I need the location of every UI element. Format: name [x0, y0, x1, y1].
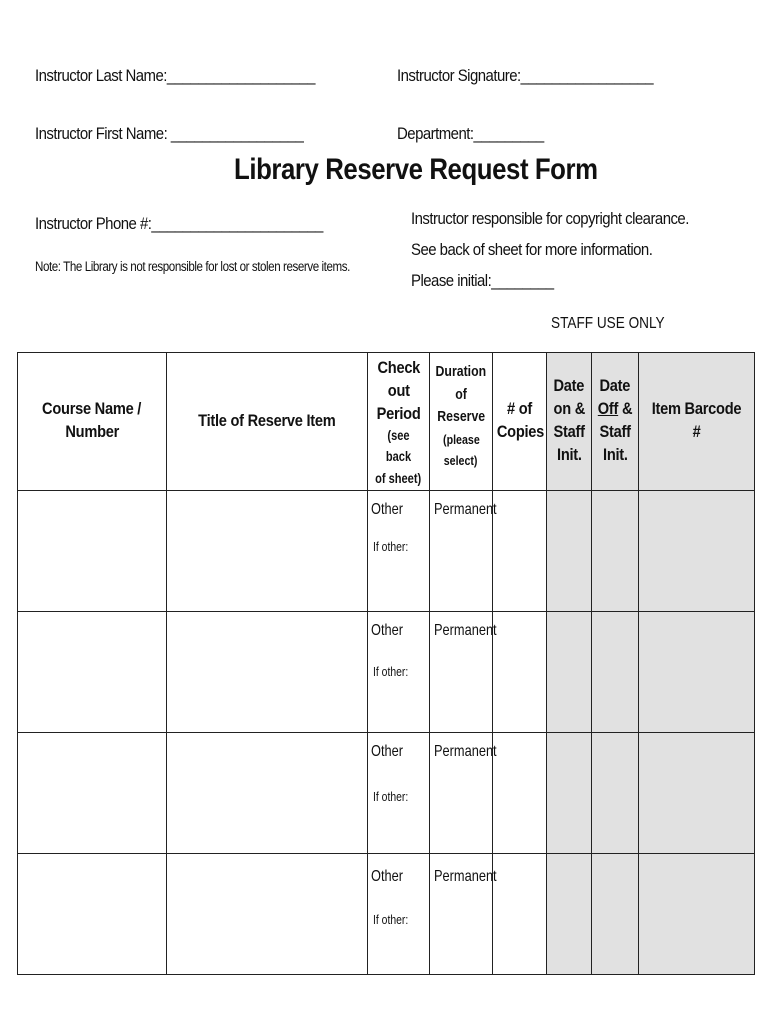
col-course-header — [18, 353, 167, 491]
col-checkout-header — [368, 353, 430, 491]
col-duration-header — [430, 353, 493, 491]
date-on-cell — [547, 732, 592, 853]
checkout-cell[interactable] — [368, 490, 430, 611]
duration-select[interactable]: Permanent — [434, 742, 497, 760]
duration-cell[interactable] — [430, 853, 497, 974]
date-off-cell — [592, 732, 639, 853]
col-copies-line1: # of — [507, 399, 532, 419]
col-date-on-line2: on & — [553, 399, 585, 419]
duration-cell[interactable] — [430, 732, 497, 853]
col-course-line2: Number — [65, 422, 119, 442]
col-copies-line2: Copies — [496, 422, 545, 442]
title-cell[interactable] — [167, 853, 368, 974]
duration-cell[interactable] — [430, 611, 497, 732]
table-row — [18, 490, 755, 611]
col-barcode-label: Item Barcode # — [651, 399, 742, 442]
checkout-other-option[interactable]: Other — [371, 500, 404, 518]
col-date-on-line4: Init. — [556, 445, 582, 465]
col-date-off-line3: Staff — [599, 422, 631, 442]
course-cell[interactable] — [18, 732, 167, 853]
table-row — [18, 853, 755, 974]
instructor-signature-field[interactable]: Instructor Signature:_________________ — [397, 66, 654, 85]
col-checkout-line2: out — [387, 380, 410, 400]
col-checkout-line3: Period — [376, 403, 421, 423]
course-cell[interactable] — [18, 853, 167, 974]
col-duration-line4: (please — [442, 431, 480, 447]
copies-cell[interactable] — [493, 853, 547, 974]
form-title: Library Reserve Request Form — [234, 153, 598, 186]
col-date-off-amp: & — [618, 399, 633, 419]
table-row — [18, 732, 755, 853]
duration-select[interactable]: Permanent — [434, 500, 497, 518]
barcode-cell — [639, 490, 755, 611]
title-cell[interactable] — [167, 732, 368, 853]
checkout-other-option[interactable]: Other — [371, 867, 404, 885]
date-on-cell — [547, 611, 592, 732]
checkout-other-option[interactable]: Other — [371, 742, 404, 760]
col-date-on-line1: Date — [553, 376, 585, 396]
staff-use-label: STAFF USE ONLY — [551, 315, 665, 332]
date-off-cell — [592, 611, 639, 732]
col-duration-line2: of — [455, 385, 467, 403]
barcode-cell — [639, 611, 755, 732]
instructor-phone-field[interactable]: Instructor Phone #:______________________ — [35, 214, 323, 233]
checkout-cell[interactable] — [368, 611, 430, 732]
reserve-request-table — [17, 352, 755, 975]
col-date-off-line4: Init. — [602, 445, 628, 465]
duration-select[interactable]: Permanent — [434, 621, 497, 639]
course-cell[interactable] — [18, 490, 167, 611]
initial-field[interactable]: Please initial:________ — [411, 271, 554, 290]
copies-cell[interactable] — [493, 490, 547, 611]
col-date-off-line1: Date — [599, 376, 631, 396]
col-duration-line5: select) — [444, 453, 478, 469]
col-date-off-header — [592, 353, 639, 491]
date-on-cell — [547, 490, 592, 611]
copyright-notice-line2: See back of sheet for more information. — [411, 240, 653, 259]
table-header-row — [18, 353, 755, 491]
copies-cell[interactable] — [493, 732, 547, 853]
duration-cell[interactable] — [430, 490, 497, 611]
if-other-label: If other: — [373, 788, 409, 804]
col-barcode-header — [639, 353, 755, 491]
date-off-cell — [592, 490, 639, 611]
checkout-cell[interactable] — [368, 853, 430, 974]
col-checkout-line4: (see back — [385, 427, 412, 464]
col-copies-header — [493, 353, 547, 491]
col-date-off-line2: Off — [597, 399, 619, 419]
liability-note: Note: The Library is not responsible for lost or stolen reserve items. — [35, 259, 350, 274]
date-on-cell — [547, 853, 592, 974]
col-checkout-line1: Check — [377, 358, 420, 377]
department-field[interactable]: Department:_________ — [397, 124, 544, 143]
checkout-other-option[interactable]: Other — [371, 621, 404, 639]
if-other-label: If other: — [373, 663, 409, 679]
col-date-on-header — [547, 353, 592, 491]
col-duration-line1: Duration — [435, 363, 487, 380]
table-row — [18, 611, 755, 732]
barcode-cell — [639, 853, 755, 974]
if-other-label: If other: — [373, 911, 409, 927]
col-title-header — [167, 353, 368, 491]
title-cell[interactable] — [167, 611, 368, 732]
col-course-line1: Course Name / — [42, 399, 142, 419]
copyright-notice-line1: Instructor responsible for copyright clearance. — [411, 209, 689, 228]
copies-cell[interactable] — [493, 611, 547, 732]
instructor-first-name-field[interactable]: Instructor First Name: _________________ — [35, 124, 304, 143]
col-duration-line3: Reserve — [437, 408, 485, 425]
col-checkout-line5: of sheet) — [375, 470, 422, 486]
instructor-last-name-field[interactable]: Instructor Last Name:___________________ — [35, 66, 315, 85]
col-date-on-line3: Staff — [553, 422, 585, 442]
date-off-cell — [592, 853, 639, 974]
col-title-label: Title of Reserve Item — [198, 410, 336, 430]
duration-select[interactable]: Permanent — [434, 867, 497, 885]
checkout-cell[interactable] — [368, 732, 430, 853]
if-other-label: If other: — [373, 538, 409, 554]
title-cell[interactable] — [167, 490, 368, 611]
course-cell[interactable] — [18, 611, 167, 732]
barcode-cell — [639, 732, 755, 853]
